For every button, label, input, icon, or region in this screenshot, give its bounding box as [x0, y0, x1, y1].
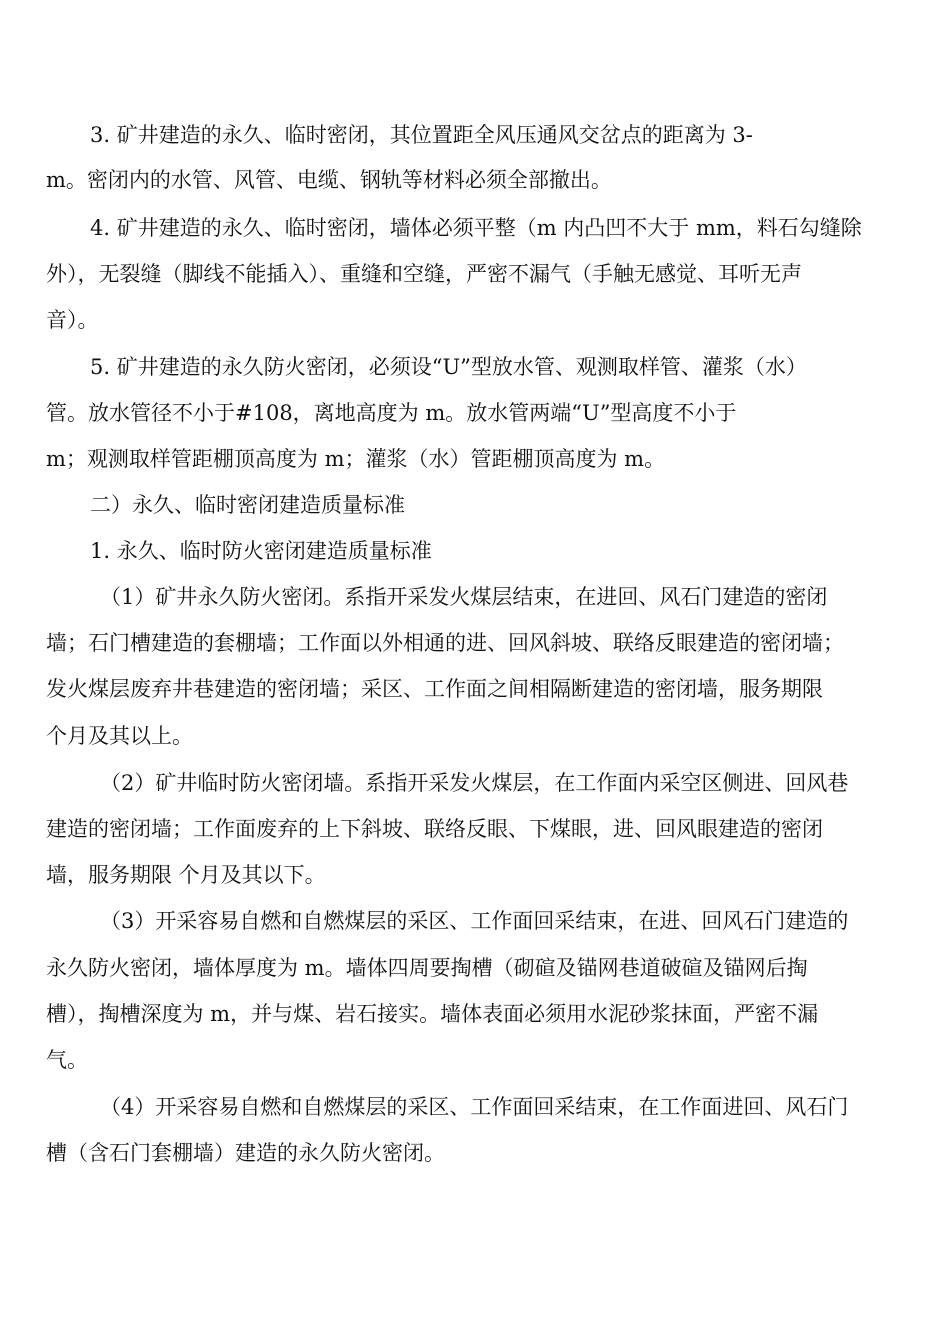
text-line: 槽（含石门套棚墙）建造的永久防火密闭。	[46, 1141, 445, 1165]
section-heading: 二）永久、临时密闭建造质量标准	[90, 493, 405, 517]
text-line: 5. 矿井建造的永久防火密闭，必须设“U”型放水管、观测取样管、灌浆（水）	[90, 355, 807, 379]
text-line: 外），无裂缝（脚线不能插入）、重缝和空缝，严密不漏气（手触无感觉、耳听无声	[46, 262, 802, 286]
text-line: （2）矿井临时防火密闭墙。系指开采发火煤层，在工作面内采空区侧进、回风巷	[100, 771, 849, 795]
subsection-heading: 1. 永久、临时防火密闭建造质量标准	[90, 539, 432, 563]
text-line: 建造的密闭墙；工作面废弃的上下斜坡、联络反眼、下煤眼，进、回风眼建造的密闭	[46, 817, 823, 841]
text-line: （1）矿井永久防火密闭。系指开采发火煤层结束，在进回、风石门建造的密闭	[100, 585, 828, 609]
text-line: 永久防火密闭，墙体厚度为 m。墙体四周要掏槽（砌碹及锚网巷道破碹及锚网后掏	[46, 956, 808, 980]
text-line: 3. 矿井建造的永久、临时密闭，其位置距全风压通风交岔点的距离为 3-	[90, 123, 753, 147]
text-line: 墙；石门槽建造的套棚墙；工作面以外相通的进、回风斜坡、联络反眼建造的密闭墙；	[46, 631, 844, 655]
text-line: 发火煤层废弃井巷建造的密闭墙；采区、工作面之间相隔断建造的密闭墙，服务期限	[46, 677, 823, 701]
text-line: 管。放水管径不小于#108，离地高度为 m。放水管两端“U”型高度不小于	[46, 401, 737, 425]
text-line: 个月及其以上。	[46, 724, 193, 748]
text-line: m。密闭内的水管、风管、电缆、钢轨等材料必须全部撤出。	[46, 168, 612, 192]
text-line: （4）开采容易自燃和自燃煤层的采区、工作面回采结束，在工作面进回、风石门	[100, 1095, 849, 1119]
text-line: （3）开采容易自燃和自燃煤层的采区、工作面回采结束，在进、回风石门建造的	[100, 909, 849, 933]
text-line: 4. 矿井建造的永久、临时密闭，墙体必须平整（m 内凸凹不大于 mm，料石勾缝除	[90, 216, 862, 240]
text-line: 墙，服务期限 个月及其以下。	[46, 863, 326, 887]
text-line: 音）。	[46, 308, 99, 332]
text-line: m；观测取样管距棚顶高度为 m；灌浆（水）管距棚顶高度为 m。	[46, 447, 666, 471]
text-line: 气。	[46, 1048, 88, 1072]
text-line: 槽），掏槽深度为 m，并与煤、岩石接实。墙体表面必须用水泥砂浆抹面，严密不漏	[46, 1002, 819, 1026]
